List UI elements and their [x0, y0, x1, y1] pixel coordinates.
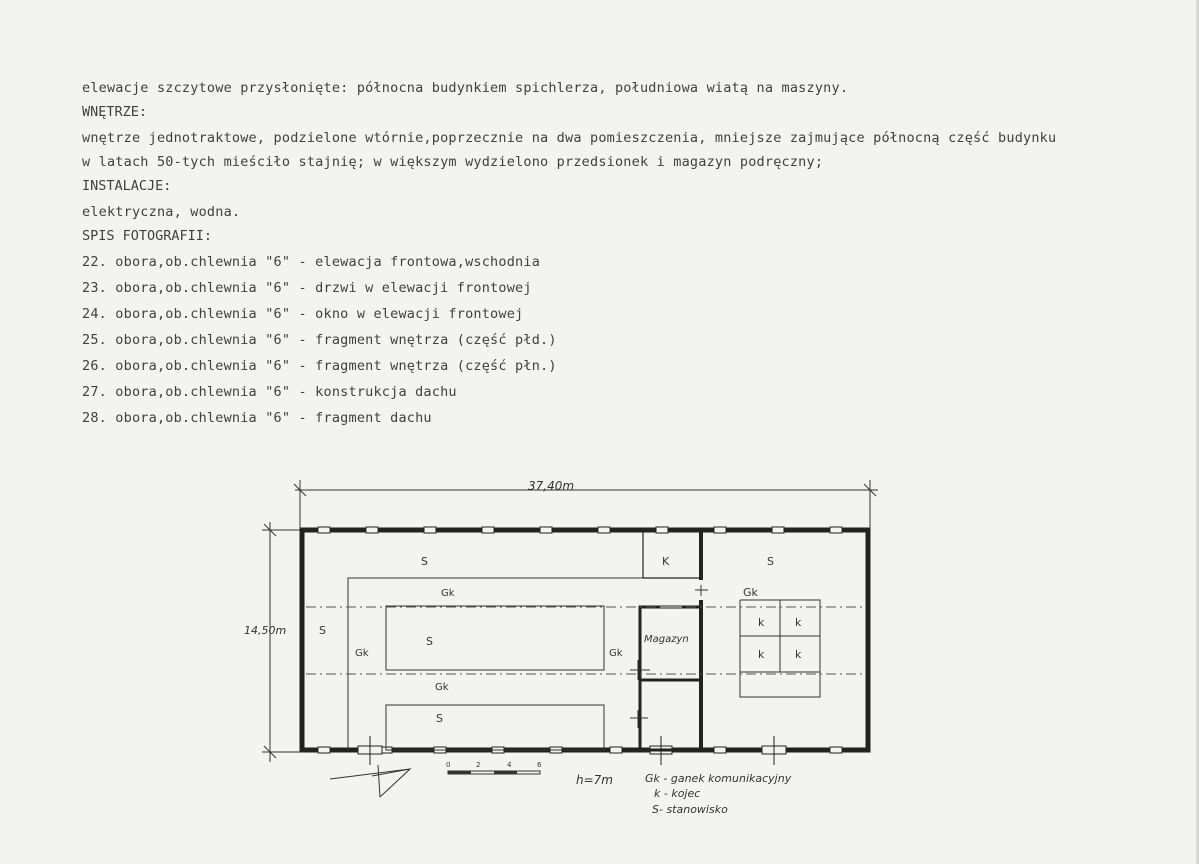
legend-s: S- stanowisko [652, 803, 728, 816]
photo-list-item: 27. obora,ob.chlewnia "6" - konstrukcja dachu [82, 384, 457, 400]
label-k: k [758, 616, 765, 629]
scale-tick-label: 6 [537, 761, 542, 769]
label-k: k [795, 648, 802, 661]
heading-photos: SPIS FOTOGRAFII: [82, 228, 213, 244]
label-gk: Gk [355, 648, 369, 659]
scale-bar-labels [446, 761, 542, 769]
height-note: h=7m [576, 773, 613, 787]
label-s: S [436, 712, 443, 725]
scale-bar [448, 771, 540, 774]
text-line-interior-1: wnętrze jednotraktowe, podzielone wtórnie,poprzecznie na dwa pomieszczenia, mniejsze zajmujące północną część budynku [82, 130, 1057, 146]
dimension-width-label: 14,50m [244, 624, 287, 637]
scale-tick-label: 2 [476, 761, 481, 769]
photo-list-item: 26. obora,ob.chlewnia "6" - fragment wnętrza (część płn.) [82, 358, 557, 374]
text-line-interior-2: w latach 50-tych mieściło stajnię; w większym wydzielono przedsionek i magazyn podręczny; [82, 154, 824, 170]
scale-tick-label: 0 [446, 761, 451, 769]
label-s: S [421, 555, 428, 568]
label-s: S [319, 624, 326, 637]
label-gk: Gk [441, 588, 455, 599]
label-gk: Gk [743, 586, 758, 599]
photo-list-item: 23. obora,ob.chlewnia "6" - drzwi w elewacji frontowej [82, 280, 532, 296]
label-k: k [758, 648, 765, 661]
label-magazyn: Magazyn [644, 634, 689, 645]
axis-lines [306, 607, 862, 674]
photo-list-item: 22. obora,ob.chlewnia "6" - elewacja frontowa,wschodnia [82, 254, 541, 270]
text-line-installations: elektryczna, wodna. [82, 204, 241, 220]
photo-list-item: 24. obora,ob.chlewnia "6" - okno w elewacji frontowej [82, 306, 524, 322]
stalls [348, 578, 820, 750]
label-k: k [795, 616, 802, 629]
label-gk: Gk [609, 648, 623, 659]
label-s: S [767, 555, 774, 568]
room-labels [319, 555, 802, 725]
label-gk: Gk [435, 682, 449, 693]
photo-list-item: 28. obora,ob.chlewnia "6" - fragment dachu [82, 410, 432, 426]
legend-gk: Gk - ganek komunikacyjny [645, 772, 792, 785]
label-s: S [426, 635, 433, 648]
heading-installations: INSTALACJE: [82, 178, 172, 194]
outer-walls [302, 530, 868, 750]
heading-interior: WNĘTRZE: [82, 104, 148, 120]
scale-tick-label: 4 [507, 761, 512, 769]
north-arrow [330, 765, 410, 797]
magazyn-door [660, 605, 682, 609]
photo-list-item: 25. obora,ob.chlewnia "6" - fragment wnętrza (część płd.) [82, 332, 557, 348]
dimension-length [294, 480, 878, 535]
plan-legend [645, 772, 792, 816]
label-k: K [662, 555, 670, 568]
dimension-length-label: 37,40m [528, 479, 575, 493]
dimension-width [262, 522, 305, 762]
text-line-elevations: elewacje szczytowe przysłonięte: północna budynkiem spichlerza, południowa wiatą na maszyny. [82, 80, 849, 96]
legend-k: k - kojec [654, 787, 701, 800]
